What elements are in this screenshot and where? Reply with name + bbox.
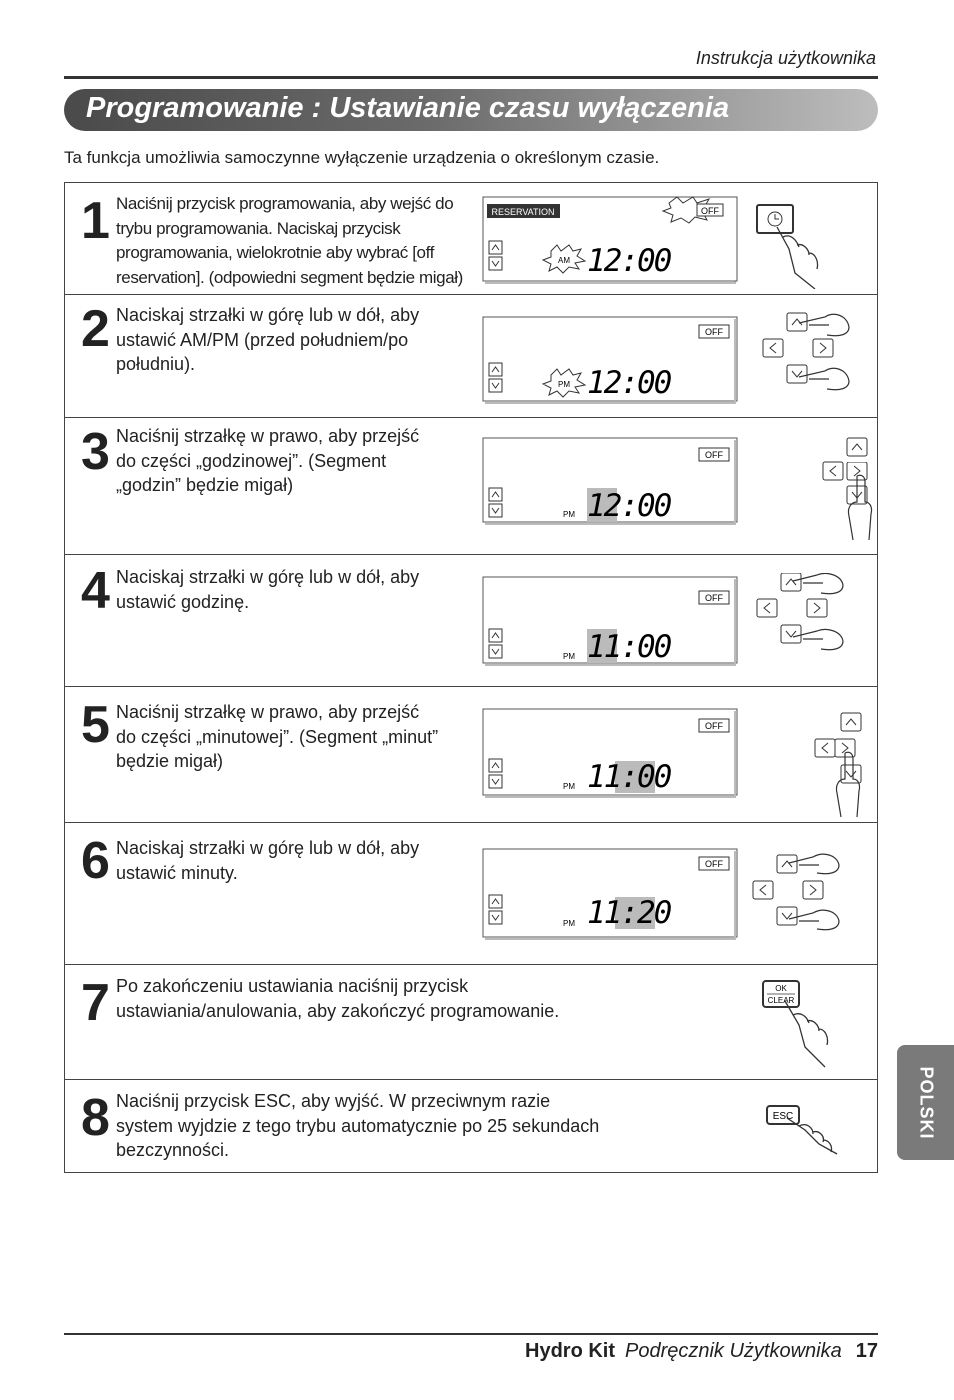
intro-text: Ta funkcja umożliwia samoczynne wyłączenie urządzenia o określonym czasie. [64,148,660,167]
svg-text:PM: PM [558,380,570,389]
svg-text:OFF: OFF [705,859,723,869]
time-readout: 12:00 [587,243,671,279]
step-row [65,417,877,554]
step-text: Naciśnij przycisk ESC, aby wyjść. W przeciwnym razie system wyjdzie z tego trybu automatycznie po 25 sekundach bezczynności. [116,1091,600,1160]
svg-text:OFF: OFF [701,206,719,216]
step-row [65,964,877,1079]
time-readout: 11:20 [587,895,671,931]
controller-display [477,189,877,289]
hand-icon [777,227,818,289]
svg-text:PM: PM [563,782,575,791]
svg-text:AM: AM [558,256,570,265]
header-rule [64,76,878,79]
step-text: Naciskaj strzałki w górę lub w dół, aby ustawić minuty. [116,838,420,883]
time-readout: 12:00 [587,365,671,401]
controller-display [477,843,877,959]
step-number: 7 [81,974,110,1032]
step-number: 6 [81,832,110,890]
time-readout: 11:00 [587,759,671,795]
hand-icon [848,475,871,540]
hand-icon [785,1001,828,1067]
step-text: Naciskaj strzałki w górę lub w dół, aby ustawić godzinę. [116,567,420,612]
step-number: 1 [81,192,110,250]
step-text: Po zakończeniu ustawiania naciśnij przycisk ustawiania/anulowania, aby zakończyć programowanie. [116,976,560,1021]
step-number: 5 [81,696,110,754]
ok-clear-button-illustration [755,977,865,1073]
svg-text:PM: PM [563,510,575,519]
step-row [65,183,877,294]
svg-text:PM: PM [563,919,575,928]
svg-text:OK: OK [775,984,787,993]
hand-icon [787,1118,837,1154]
arrow-pad-hand [799,462,877,552]
footer-title: Podręcznik Użytkownika [625,1340,842,1362]
section-title-bar [64,89,878,131]
down-segment [489,257,502,270]
step-row [65,686,877,822]
page-number: 17 [855,1340,878,1362]
svg-text:RESERVATION: RESERVATION [491,207,555,217]
step-text: Naciśnij strzałkę w prawo, aby przejść do części „godzinowej”. (Segment „godzin” będzie migał) [116,426,420,495]
step-row [65,294,877,417]
section-title: Programowanie : Ustawianie czasu wyłączenia [86,92,730,124]
svg-text:ESC: ESC [772,1111,794,1122]
step-text: Naciśnij przycisk programowania, aby wejść do trybu programowania. Naciskaj przycisk programowania, wielokrotnie aby wybrać [off reservation]. (odpowiedni segment będzie migał) [116,194,463,287]
time-readout: 12:00 [587,488,671,524]
time-readout: 11:00 [587,629,671,665]
svg-text:OFF: OFF [705,593,723,603]
footer [525,1340,878,1363]
step-text: Naciśnij strzałkę w prawo, aby przejść do części „minutowej”. (Segment „minut” będzie migał) [116,702,439,771]
hand-icon [836,752,859,817]
svg-text:CLEAR: CLEAR [767,996,795,1005]
step-row [65,822,877,964]
svg-text:OFF: OFF [705,327,723,337]
arrow-pad-hand [795,737,877,823]
footer-brand: Hydro Kit [525,1340,615,1362]
running-header: Instrukcja użytkownika [695,48,876,68]
step-number: 3 [81,423,110,481]
step-number: 8 [81,1089,110,1147]
controller-display [477,309,877,409]
svg-text:OFF: OFF [705,450,723,460]
up-segment [489,241,502,254]
svg-text:OFF: OFF [705,721,723,731]
steps-table [64,182,878,1173]
step-text: Naciskaj strzałki w górę lub w dół, aby ustawić AM/PM (przed południem/po południu). [116,305,420,374]
step-number: 4 [81,562,110,620]
step-row [65,554,877,686]
svg-text:PM: PM [563,652,575,661]
language-tab: POLSKI [897,1045,954,1160]
step-row [65,1079,877,1172]
controller-display [477,573,877,685]
step-number: 2 [81,300,110,358]
footer-rule [64,1333,878,1335]
esc-button-illustration [761,1100,851,1162]
